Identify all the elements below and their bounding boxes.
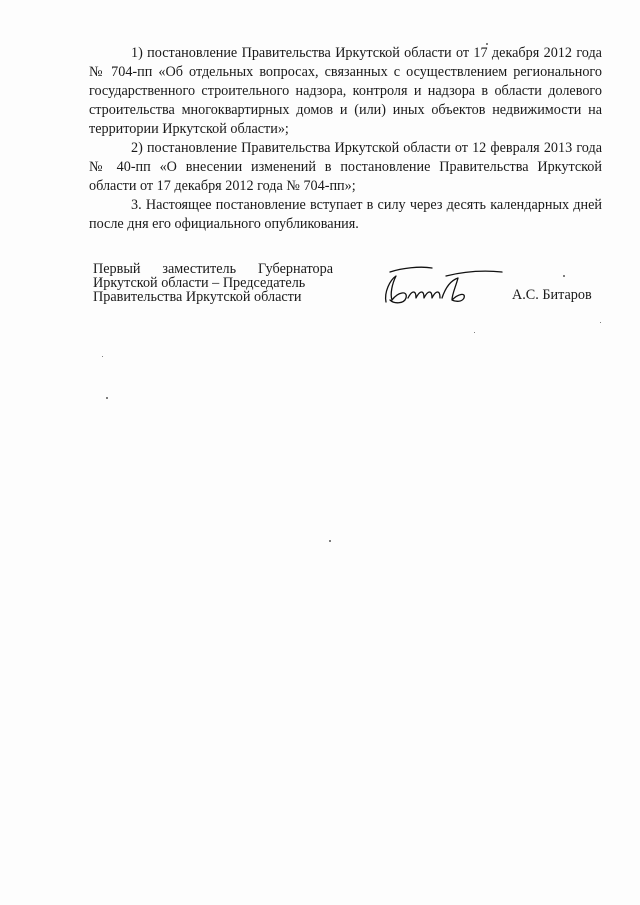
scan-speck: [563, 275, 565, 277]
paragraph-item-3: 3. Настоящее постановление вступает в силу через десять календарных дней после дня его официального опубликования.: [89, 197, 602, 232]
scan-speck: [486, 43, 488, 45]
scan-speck: [600, 322, 601, 323]
scan-speck: [106, 397, 108, 399]
document-body: [89, 44, 602, 234]
signer-name: А.С. Битаров: [512, 287, 592, 303]
paragraph-item-1: 1) постановление Правительства Иркутской области от 17 декабря 2012 года № 704-пп «Об отдельных вопросах, связанных с осуществлением регионального государственного строительного надзора, контроля и надзора в области долевого строительства многоквартирных домов и (или) иных объектов недвижимости на территории Иркутской области»;: [89, 45, 602, 137]
scan-speck: [102, 356, 103, 357]
scan-speck: [329, 540, 331, 542]
position-line-2: Иркутской области – Председатель: [93, 275, 306, 291]
position-line-1: Первый заместитель Губернатора: [93, 261, 333, 277]
signatory-position: [93, 262, 333, 304]
paragraph-item-2: 2) постановление Правительства Иркутской области от 12 февраля 2013 года № 40-пп «О внесении изменений в постановление Правительства Иркутской области от 17 декабря 2012 года № 704-пп»;: [89, 140, 602, 194]
scan-speck: [474, 332, 475, 333]
position-line-3: Правительства Иркутской области: [93, 289, 302, 305]
handwritten-signature: [372, 262, 507, 312]
